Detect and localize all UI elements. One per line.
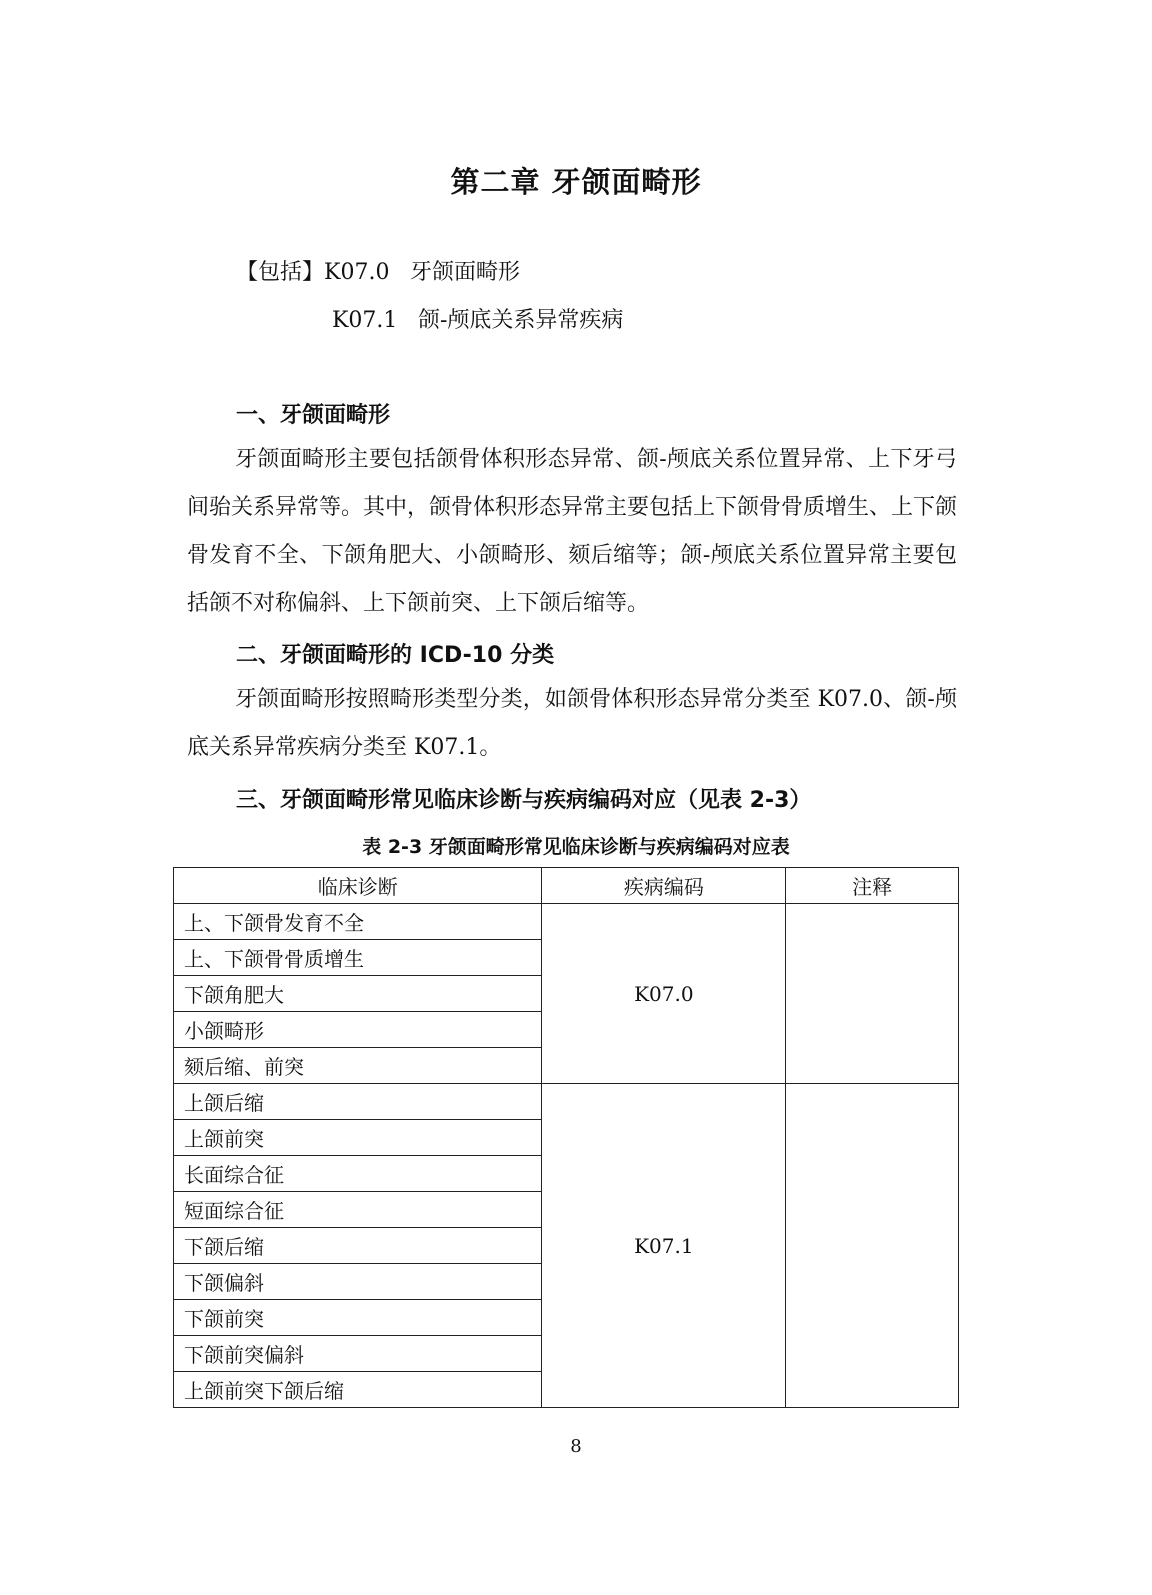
- includes-label: 【包括】: [236, 260, 325, 285]
- header-note: 注释: [786, 868, 959, 904]
- includes-name: 牙颌面畸形: [410, 260, 521, 285]
- diagnosis-cell: 上颌前突下颌后缩: [174, 1372, 542, 1408]
- diagnosis-cell: 下颌前突: [174, 1300, 542, 1336]
- code-cell: K07.0: [542, 904, 786, 1084]
- note-cell: [786, 1084, 959, 1408]
- includes-line-2: [332, 303, 623, 334]
- header-code: 疾病编码: [542, 868, 786, 904]
- table-row: [174, 1084, 959, 1120]
- diagnosis-cell: 上颌后缩: [174, 1084, 542, 1120]
- includes-code: K07.0: [324, 260, 390, 285]
- includes-name: 颌-颅底关系异常疾病: [418, 308, 624, 333]
- table-header-row: [174, 868, 959, 904]
- diagnosis-code-table: [173, 867, 959, 1408]
- diagnosis-cell: 长面综合征: [174, 1156, 542, 1192]
- diagnosis-cell: 上、下颌骨骨质增生: [174, 940, 542, 976]
- code-cell: K07.1: [542, 1084, 786, 1408]
- chapter-title: 第二章 牙颌面畸形: [450, 165, 702, 199]
- diagnosis-cell: 短面综合征: [174, 1192, 542, 1228]
- diagnosis-cell: 上颌前突: [174, 1120, 542, 1156]
- section-heading-3: 三、牙颌面畸形常见临床诊断与疾病编码对应（见表 2-3）: [236, 788, 812, 813]
- table-row: [174, 904, 959, 940]
- note-cell: [786, 904, 959, 1084]
- includes-line-1: [236, 255, 520, 286]
- section-heading-1: 一、牙颌面畸形: [236, 403, 391, 428]
- diagnosis-cell: 小颌畸形: [174, 1012, 542, 1048]
- page-number: 8: [570, 1436, 582, 1457]
- diagnosis-cell: 下颌偏斜: [174, 1264, 542, 1300]
- section-heading-2: 二、牙颌面畸形的 ICD-10 分类: [236, 643, 555, 668]
- diagnosis-cell: 上、下颌骨发育不全: [174, 904, 542, 940]
- diagnosis-cell: 下颌前突偏斜: [174, 1336, 542, 1372]
- diagnosis-cell: 下颌角肥大: [174, 976, 542, 1012]
- includes-code: K07.1: [332, 308, 398, 333]
- header-diagnosis: 临床诊断: [174, 868, 542, 904]
- diagnosis-cell: 颏后缩、前突: [174, 1048, 542, 1084]
- section-paragraph-2: 牙颌面畸形按照畸形类型分类，如颌骨体积形态异常分类至 K07.0、颌-颅底关系异常疾病分类至 K07.1。: [187, 687, 957, 760]
- diagnosis-cell: 下颌后缩: [174, 1228, 542, 1264]
- table-caption: 表 2-3 牙颌面畸形常见临床诊断与疾病编码对应表: [362, 836, 790, 858]
- section-paragraph-1: 牙颌面畸形主要包括颌骨体积形态异常、颌-颅底关系位置异常、上下牙弓间骀关系异常等。其中，颌骨体积形态异常主要包括上下颌骨骨质增生、上下颌骨发育不全、下颌角肥大、小颌畸形、颏后缩等；颌-颅底关系位置异常主要包括颌不对称偏斜、上下颌前突、上下颌后缩等。: [187, 447, 958, 616]
